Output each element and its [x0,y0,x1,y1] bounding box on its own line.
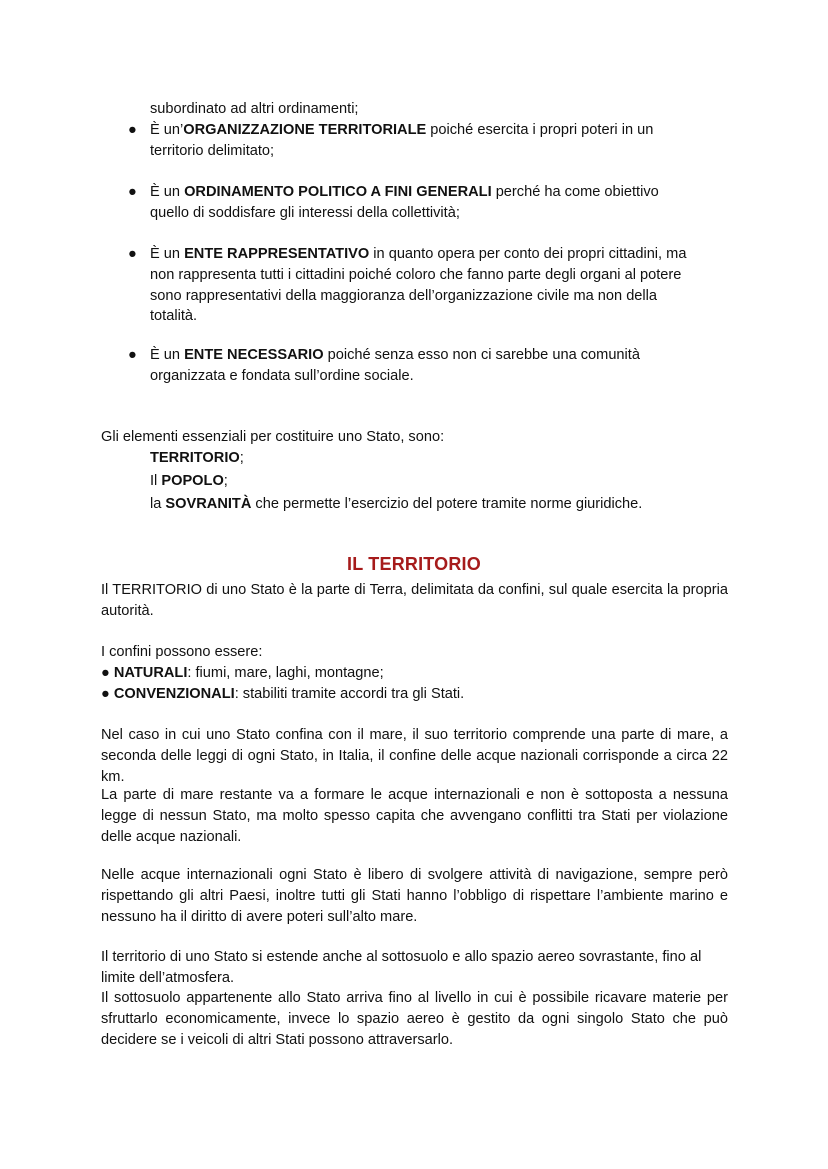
element-item: Il POPOLO; [150,473,228,489]
body-paragraph: La parte di mare restante va a formare le acque internazionali e non è sottoposta a nessuna legge di nessun Stato, ma molto spesso capita che avvengano conflitti tra Stati per violazione delle acque nazionali. [101,787,728,845]
element-item: la SOVRANITÀ che permette l’esercizio del potere tramite norme giuridiche. [150,496,643,512]
bullet-dot-icon: ● [128,184,137,200]
bullet-dot-icon: ● [101,665,110,681]
body-paragraph: Il territorio di uno Stato si estende anche al sottosuolo e allo spazio aereo sovrastante, fino al limite dell’atmosfera. [101,949,702,986]
bold-term: TERRITORIO [150,450,240,466]
bold-term: ENTE NECESSARIO [184,347,324,363]
bold-term: CONVENZIONALI [113,686,235,702]
bold-term: ENTE RAPPRESENTATIVO [184,246,370,262]
bullet-dot-icon: ● [128,122,137,138]
section-heading: IL TERRITORIO [347,554,481,574]
bullet-item: ● È un ORDINAMENTO POLITICO A FINI GENERALI perché ha come obiettivo quello di soddisfare gli interessi della collettività; [128,184,659,221]
confini-lead: I confini possono essere: [101,644,263,660]
body-paragraph: Nel caso in cui uno Stato confina con il mare, il suo territorio comprende una parte di mare, a seconda delle leggi di ogni Stato, in Italia, il confine delle acque nazionali corrisponde a circa 22 km. [101,727,728,785]
bullet-dot-icon: ● [101,686,110,702]
body-paragraph: Nelle acque internazionali ogni Stato è libero di svolgere attività di navigazione, sempre però rispettando gli altri Paesi, inoltre tutti gli Stati hanno l’obbligo di rispettare l’ambiente marino e nessuno ha il diritto di avere poteri sull’alto mare. [101,867,728,925]
bullet-item: ● È un ENTE NECESSARIO poiché senza esso non ci sarebbe una comunità organizzata e fondata sull’ordine sociale. [128,347,640,384]
bullet-dot-icon: ● [128,246,137,262]
bullet-item: ● È un ENTE RAPPRESENTATIVO in quanto opera per conto dei propri cittadini, ma non rappresenta tutti i cittadini poiché coloro che fanno parte degli organi al potere sono rappresentativi della maggioranza dell’organizzazione civile ma non della totalità. [128,246,687,325]
bold-term: ORDINAMENTO POLITICO A FINI GENERALI [184,184,492,200]
bold-term: ORGANIZZAZIONE TERRITORIALE [183,122,427,138]
confini-item: ● CONVENZIONALI: stabiliti tramite accordi tra gli Stati. [101,686,465,702]
bold-term: NATURALI [113,665,188,681]
definition-paragraph: Il TERRITORIO di uno Stato è la parte di Terra, delimitata da confini, sul quale esercita la propria autorità. [101,582,728,619]
continuation-text: subordinato ad altri ordinamenti; [150,101,359,117]
bold-term: POPOLO [161,473,224,489]
confini-item: ● NATURALI: fiumi, mare, laghi, montagne; [101,665,384,681]
element-item: TERRITORIO; [150,450,244,466]
bold-term: SOVRANITÀ [165,496,252,512]
bullet-item: ● È un’ORGANIZZAZIONE TERRITORIALE poiché esercita i propri poteri in un territorio delimitato; [128,122,654,159]
elements-lead: Gli elementi essenziali per costituire uno Stato, sono: [101,429,445,445]
body-paragraph: Il sottosuolo appartenente allo Stato arriva fino al livello in cui è possibile ricavare materie per sfruttarlo economicamente, invece lo spazio aereo è gestito da ogni singolo Stato che può decidere se i veicoli di altri Stati possono attraversarlo. [101,990,728,1048]
bullet-dot-icon: ● [128,347,137,363]
